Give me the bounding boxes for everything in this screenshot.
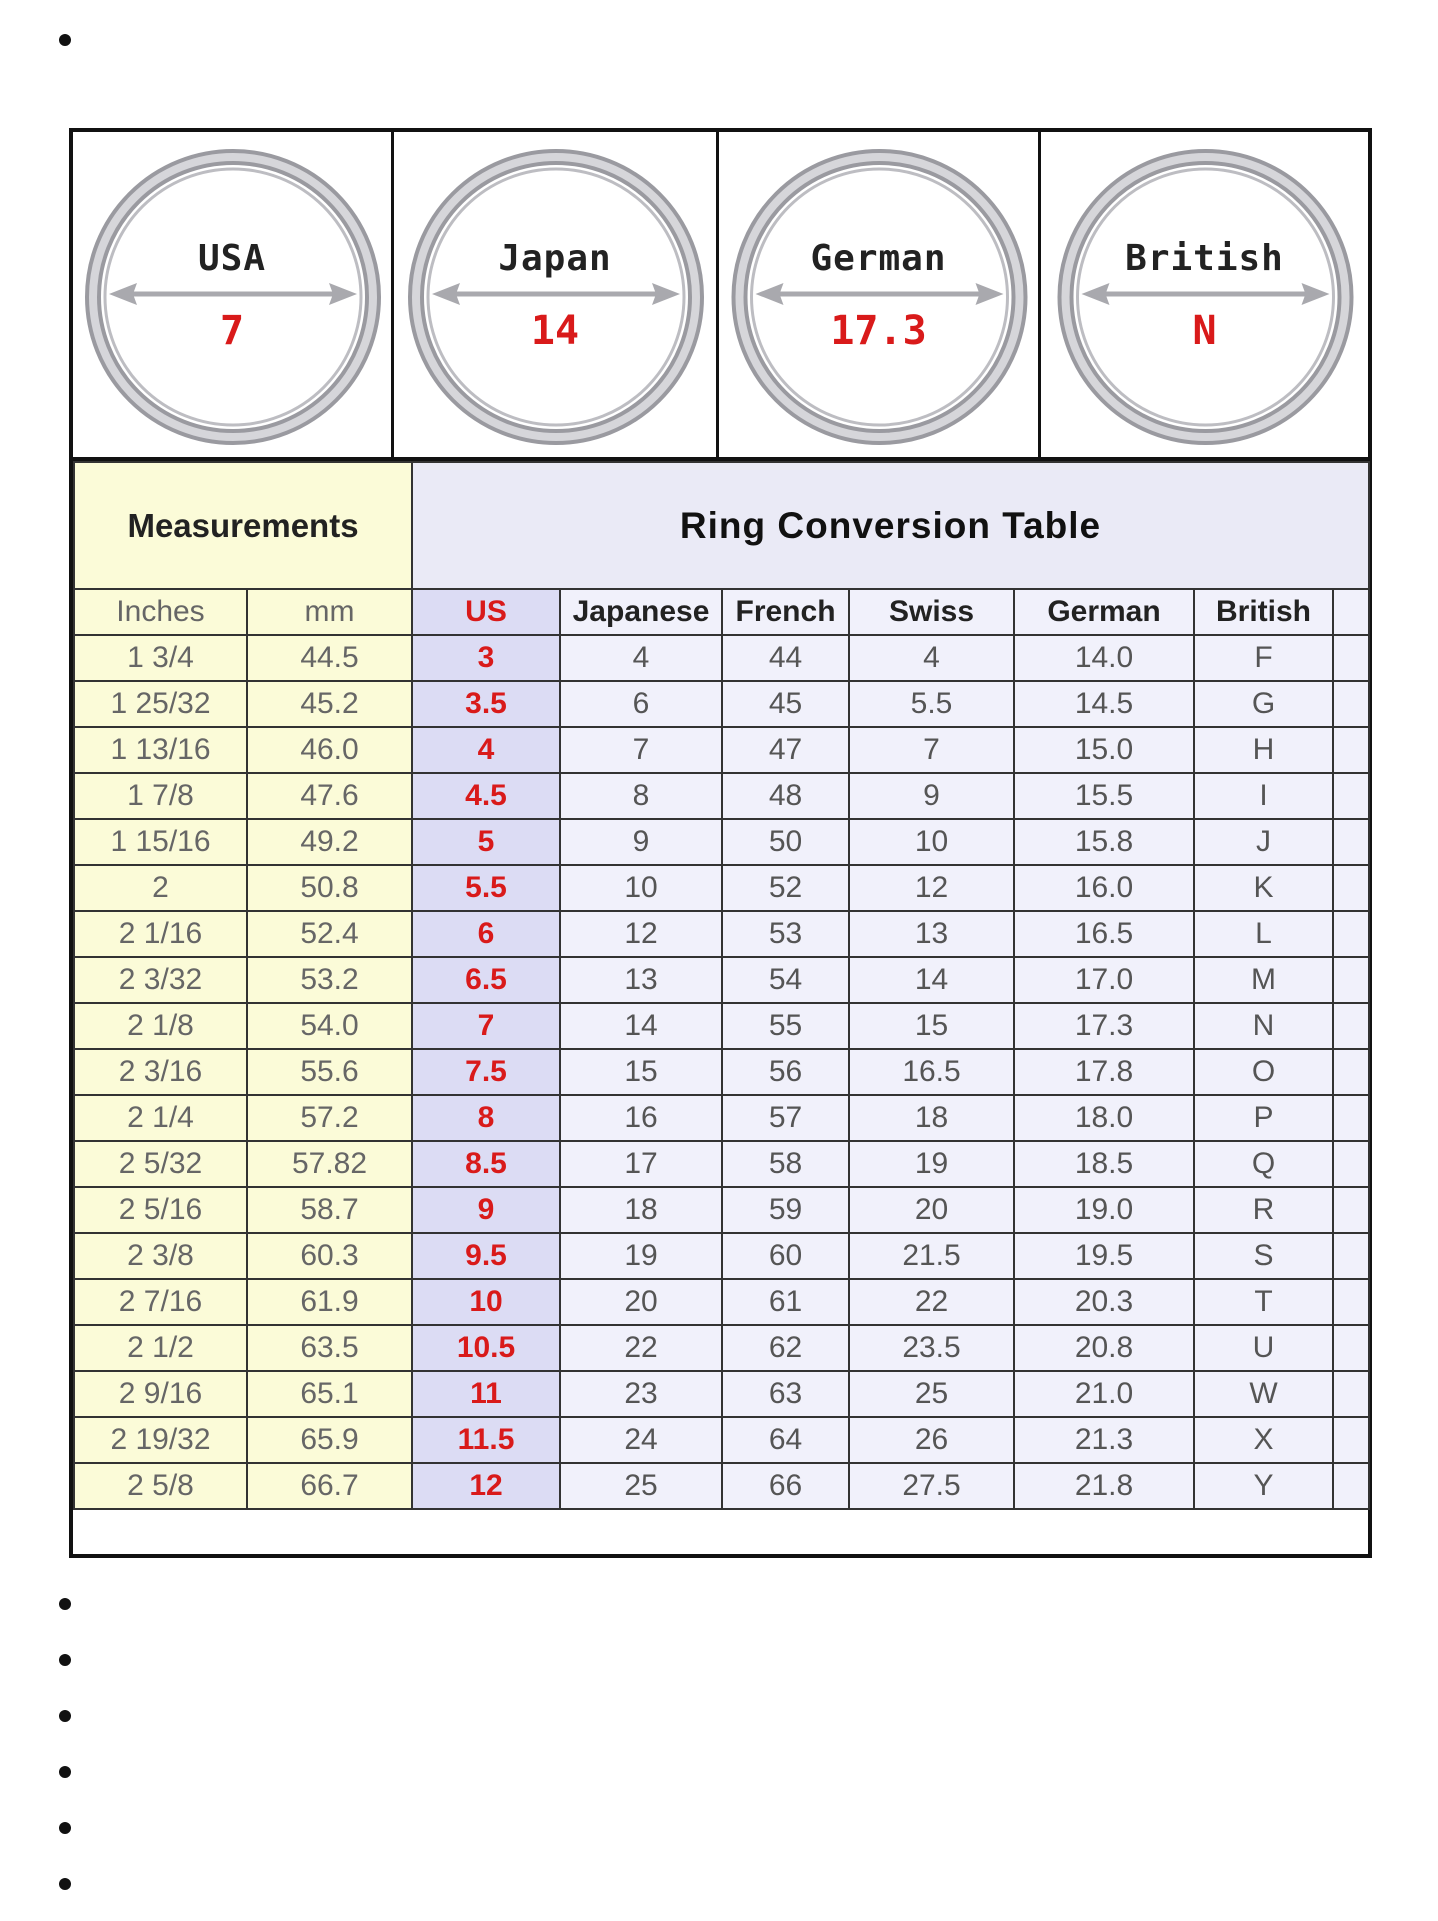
table-edge-cell — [1333, 1463, 1369, 1509]
german-size-cell: 18.5 — [1014, 1141, 1194, 1187]
us-size-cell: 7 — [412, 1003, 560, 1049]
column-header-us: US — [412, 589, 560, 635]
ring-size-value: N — [1192, 308, 1217, 354]
arrow-right-icon — [1302, 283, 1330, 305]
mm-cell: 63.5 — [247, 1325, 412, 1371]
table-row — [74, 1279, 1369, 1325]
column-header-swiss: Swiss — [849, 589, 1014, 635]
list-bullet — [59, 1598, 71, 1610]
swiss-size-cell: 7 — [849, 727, 1014, 773]
japanese-size-cell: 10 — [560, 865, 722, 911]
british-size-cell: S — [1194, 1233, 1333, 1279]
french-size-cell: 64 — [722, 1417, 849, 1463]
mm-cell: 54.0 — [247, 1003, 412, 1049]
ring-conversion-table — [73, 461, 1370, 1510]
table-edge-cell — [1333, 1141, 1369, 1187]
mm-cell: 60.3 — [247, 1233, 412, 1279]
ring-inner-edge — [428, 169, 684, 425]
ring-band-highlight — [416, 157, 696, 437]
german-size-cell: 21.8 — [1014, 1463, 1194, 1509]
table-row — [74, 773, 1369, 819]
table-edge-cell — [1333, 865, 1369, 911]
german-size-cell: 20.3 — [1014, 1279, 1194, 1325]
british-size-cell: H — [1194, 727, 1333, 773]
us-size-cell: 5 — [412, 819, 560, 865]
french-size-cell: 52 — [722, 865, 849, 911]
table-row — [74, 1325, 1369, 1371]
french-size-cell: 62 — [722, 1325, 849, 1371]
mm-cell: 66.7 — [247, 1463, 412, 1509]
british-size-cell: W — [1194, 1371, 1333, 1417]
british-size-cell: X — [1194, 1417, 1333, 1463]
french-size-cell: 50 — [722, 819, 849, 865]
us-size-cell: 6.5 — [412, 957, 560, 1003]
inches-cell: 1 25/32 — [74, 681, 247, 727]
us-size-cell: 8.5 — [412, 1141, 560, 1187]
table-row — [74, 911, 1369, 957]
mm-cell: 61.9 — [247, 1279, 412, 1325]
swiss-size-cell: 12 — [849, 865, 1014, 911]
us-size-cell: 10 — [412, 1279, 560, 1325]
mm-cell: 45.2 — [247, 681, 412, 727]
table-edge-cell — [1333, 1325, 1369, 1371]
french-size-cell: 47 — [722, 727, 849, 773]
ring-icon — [719, 132, 1038, 457]
table-row — [74, 1095, 1369, 1141]
british-size-cell: P — [1194, 1095, 1333, 1141]
table-edge-cell — [1333, 1049, 1369, 1095]
french-size-cell: 63 — [722, 1371, 849, 1417]
table-edge-cell — [1333, 911, 1369, 957]
swiss-size-cell: 27.5 — [849, 1463, 1014, 1509]
ring-icon — [394, 132, 716, 457]
arrow-left-icon — [109, 283, 137, 305]
ring-diagram-british — [1038, 132, 1368, 457]
swiss-size-cell: 5.5 — [849, 681, 1014, 727]
mm-cell: 47.6 — [247, 773, 412, 819]
us-size-cell: 4 — [412, 727, 560, 773]
arrow-right-icon — [329, 283, 357, 305]
british-size-cell: O — [1194, 1049, 1333, 1095]
us-size-cell: 11 — [412, 1371, 560, 1417]
swiss-size-cell: 26 — [849, 1417, 1014, 1463]
table-edge-cell — [1333, 1371, 1369, 1417]
table-edge-cell — [1333, 635, 1369, 681]
swiss-size-cell: 18 — [849, 1095, 1014, 1141]
japanese-size-cell: 19 — [560, 1233, 722, 1279]
japanese-size-cell: 23 — [560, 1371, 722, 1417]
inches-cell: 2 19/32 — [74, 1417, 247, 1463]
table-row — [74, 1141, 1369, 1187]
table-row — [74, 1417, 1369, 1463]
mm-cell: 65.1 — [247, 1371, 412, 1417]
german-size-cell: 17.3 — [1014, 1003, 1194, 1049]
inches-cell: 2 1/2 — [74, 1325, 247, 1371]
swiss-size-cell: 10 — [849, 819, 1014, 865]
swiss-size-cell: 25 — [849, 1371, 1014, 1417]
british-size-cell: N — [1194, 1003, 1333, 1049]
german-size-cell: 15.8 — [1014, 819, 1194, 865]
swiss-size-cell: 19 — [849, 1141, 1014, 1187]
ring-diagram-japan — [391, 132, 716, 457]
british-size-cell: G — [1194, 681, 1333, 727]
ring-icon — [73, 132, 391, 457]
inches-cell: 2 5/8 — [74, 1463, 247, 1509]
british-size-cell: R — [1194, 1187, 1333, 1233]
swiss-size-cell: 15 — [849, 1003, 1014, 1049]
mm-cell: 49.2 — [247, 819, 412, 865]
us-size-cell: 12 — [412, 1463, 560, 1509]
table-edge-cell — [1333, 1233, 1369, 1279]
german-size-cell: 14.0 — [1014, 635, 1194, 681]
german-size-cell: 20.8 — [1014, 1325, 1194, 1371]
ring-diagram-german — [716, 132, 1038, 457]
mm-cell: 58.7 — [247, 1187, 412, 1233]
german-size-cell: 21.0 — [1014, 1371, 1194, 1417]
table-row — [74, 635, 1369, 681]
british-size-cell: Y — [1194, 1463, 1333, 1509]
table-edge-cell — [1333, 589, 1369, 635]
british-size-cell: J — [1194, 819, 1333, 865]
ring-inner-edge — [105, 169, 361, 425]
inches-cell: 2 — [74, 865, 247, 911]
mm-cell: 46.0 — [247, 727, 412, 773]
table-row — [74, 1003, 1369, 1049]
german-size-cell: 17.8 — [1014, 1049, 1194, 1095]
arrow-left-icon — [1082, 283, 1110, 305]
table-edge-cell — [1333, 1095, 1369, 1141]
japanese-size-cell: 8 — [560, 773, 722, 819]
table-edge-cell — [1333, 773, 1369, 819]
german-size-cell: 21.3 — [1014, 1417, 1194, 1463]
inches-cell: 1 15/16 — [74, 819, 247, 865]
inches-cell: 2 3/16 — [74, 1049, 247, 1095]
ring-diagram-row — [73, 132, 1368, 461]
french-size-cell: 57 — [722, 1095, 849, 1141]
french-size-cell: 53 — [722, 911, 849, 957]
swiss-size-cell: 21.5 — [849, 1233, 1014, 1279]
us-size-cell: 9 — [412, 1187, 560, 1233]
swiss-size-cell: 4 — [849, 635, 1014, 681]
inches-cell: 2 5/32 — [74, 1141, 247, 1187]
list-bullet — [59, 1654, 71, 1666]
column-header-inches: Inches — [74, 589, 247, 635]
ring-size-value: 17.3 — [830, 308, 927, 354]
swiss-size-cell: 13 — [849, 911, 1014, 957]
table-edge-cell — [1333, 1279, 1369, 1325]
us-size-cell: 6 — [412, 911, 560, 957]
table-edge-cell — [1333, 819, 1369, 865]
french-size-cell: 45 — [722, 681, 849, 727]
french-size-cell: 61 — [722, 1279, 849, 1325]
german-size-cell: 17.0 — [1014, 957, 1194, 1003]
ring-band-highlight — [93, 157, 373, 437]
table-edge-cell — [1333, 727, 1369, 773]
table-edge-cell — [1333, 957, 1369, 1003]
table-row — [74, 1233, 1369, 1279]
column-header-german: German — [1014, 589, 1194, 635]
arrow-right-icon — [976, 283, 1004, 305]
ring-size-value: 7 — [219, 308, 245, 354]
ring-country-label: USA — [197, 238, 267, 279]
list-bullet — [59, 1766, 71, 1778]
german-size-cell: 16.0 — [1014, 865, 1194, 911]
mm-cell: 65.9 — [247, 1417, 412, 1463]
ring-country-label: British — [1125, 238, 1284, 279]
mm-cell: 55.6 — [247, 1049, 412, 1095]
table-row — [74, 957, 1369, 1003]
german-size-cell: 15.5 — [1014, 773, 1194, 819]
ring-icon — [1041, 132, 1368, 457]
ring-country-label: German — [810, 238, 947, 279]
arrow-left-icon — [432, 283, 460, 305]
swiss-size-cell: 9 — [849, 773, 1014, 819]
ring-band-highlight — [740, 157, 1020, 437]
list-bullet — [59, 1878, 71, 1890]
list-bullet — [59, 34, 71, 46]
ring-size-value: 14 — [530, 308, 580, 354]
japanese-size-cell: 22 — [560, 1325, 722, 1371]
inches-cell: 2 1/4 — [74, 1095, 247, 1141]
ring-size-chart-image — [69, 128, 1372, 1558]
french-size-cell: 66 — [722, 1463, 849, 1509]
table-row — [74, 1463, 1369, 1509]
column-header-row — [74, 589, 1369, 635]
table-row — [74, 681, 1369, 727]
us-size-cell: 8 — [412, 1095, 560, 1141]
japanese-size-cell: 9 — [560, 819, 722, 865]
japanese-size-cell: 14 — [560, 1003, 722, 1049]
japanese-size-cell: 7 — [560, 727, 722, 773]
table-row — [74, 819, 1369, 865]
french-size-cell: 56 — [722, 1049, 849, 1095]
german-size-cell: 15.0 — [1014, 727, 1194, 773]
inches-cell: 2 7/16 — [74, 1279, 247, 1325]
german-size-cell: 14.5 — [1014, 681, 1194, 727]
japanese-size-cell: 18 — [560, 1187, 722, 1233]
japanese-size-cell: 12 — [560, 911, 722, 957]
inches-cell: 2 9/16 — [74, 1371, 247, 1417]
swiss-size-cell: 14 — [849, 957, 1014, 1003]
table-row — [74, 1049, 1369, 1095]
table-edge-cell — [1333, 1003, 1369, 1049]
british-size-cell: I — [1194, 773, 1333, 819]
us-size-cell: 5.5 — [412, 865, 560, 911]
table-edge-cell — [1333, 681, 1369, 727]
table-edge-cell — [1333, 1417, 1369, 1463]
ring-band-highlight — [1066, 157, 1346, 437]
german-size-cell: 19.0 — [1014, 1187, 1194, 1233]
japanese-size-cell: 16 — [560, 1095, 722, 1141]
us-size-cell: 11.5 — [412, 1417, 560, 1463]
swiss-size-cell: 23.5 — [849, 1325, 1014, 1371]
japanese-size-cell: 17 — [560, 1141, 722, 1187]
swiss-size-cell: 22 — [849, 1279, 1014, 1325]
list-bullet — [59, 1822, 71, 1834]
arrow-left-icon — [756, 283, 784, 305]
japanese-size-cell: 13 — [560, 957, 722, 1003]
table-row — [74, 865, 1369, 911]
inches-cell: 2 1/16 — [74, 911, 247, 957]
british-size-cell: Q — [1194, 1141, 1333, 1187]
ring-diagram-usa — [73, 132, 391, 457]
british-size-cell: L — [1194, 911, 1333, 957]
mm-cell: 44.5 — [247, 635, 412, 681]
table-title-row — [74, 462, 1369, 589]
swiss-size-cell: 16.5 — [849, 1049, 1014, 1095]
inches-cell: 1 7/8 — [74, 773, 247, 819]
french-size-cell: 59 — [722, 1187, 849, 1233]
british-size-cell: K — [1194, 865, 1333, 911]
mm-cell: 50.8 — [247, 865, 412, 911]
table-row — [74, 1371, 1369, 1417]
ring-country-label: Japan — [498, 238, 612, 279]
mm-cell: 57.82 — [247, 1141, 412, 1187]
french-size-cell: 55 — [722, 1003, 849, 1049]
inches-cell: 2 5/16 — [74, 1187, 247, 1233]
list-bullet — [59, 1710, 71, 1722]
ring-inner-edge — [752, 169, 1008, 425]
us-size-cell: 10.5 — [412, 1325, 560, 1371]
inches-cell: 2 1/8 — [74, 1003, 247, 1049]
swiss-size-cell: 20 — [849, 1187, 1014, 1233]
table-row — [74, 727, 1369, 773]
column-header-mm: mm — [247, 589, 412, 635]
french-size-cell: 48 — [722, 773, 849, 819]
inches-cell: 1 3/4 — [74, 635, 247, 681]
column-header-british: British — [1194, 589, 1333, 635]
table-edge-cell — [1333, 1187, 1369, 1233]
french-size-cell: 54 — [722, 957, 849, 1003]
british-size-cell: U — [1194, 1325, 1333, 1371]
us-size-cell: 4.5 — [412, 773, 560, 819]
british-size-cell: F — [1194, 635, 1333, 681]
japanese-size-cell: 4 — [560, 635, 722, 681]
inches-cell: 2 3/8 — [74, 1233, 247, 1279]
column-header-japanese: Japanese — [560, 589, 722, 635]
inches-cell: 2 3/32 — [74, 957, 247, 1003]
japanese-size-cell: 15 — [560, 1049, 722, 1095]
column-header-french: French — [722, 589, 849, 635]
mm-cell: 53.2 — [247, 957, 412, 1003]
japanese-size-cell: 24 — [560, 1417, 722, 1463]
japanese-size-cell: 25 — [560, 1463, 722, 1509]
arrow-right-icon — [652, 283, 680, 305]
mm-cell: 57.2 — [247, 1095, 412, 1141]
inches-cell: 1 13/16 — [74, 727, 247, 773]
french-size-cell: 60 — [722, 1233, 849, 1279]
mm-cell: 52.4 — [247, 911, 412, 957]
german-size-cell: 19.5 — [1014, 1233, 1194, 1279]
japanese-size-cell: 20 — [560, 1279, 722, 1325]
table-row — [74, 1187, 1369, 1233]
french-size-cell: 58 — [722, 1141, 849, 1187]
german-size-cell: 16.5 — [1014, 911, 1194, 957]
us-size-cell: 9.5 — [412, 1233, 560, 1279]
japanese-size-cell: 6 — [560, 681, 722, 727]
measurements-header: Measurements — [74, 462, 412, 589]
british-size-cell: T — [1194, 1279, 1333, 1325]
table-title: Ring Conversion Table — [412, 462, 1369, 589]
us-size-cell: 3 — [412, 635, 560, 681]
british-size-cell: M — [1194, 957, 1333, 1003]
french-size-cell: 44 — [722, 635, 849, 681]
us-size-cell: 3.5 — [412, 681, 560, 727]
german-size-cell: 18.0 — [1014, 1095, 1194, 1141]
ring-inner-edge — [1078, 169, 1334, 425]
us-size-cell: 7.5 — [412, 1049, 560, 1095]
